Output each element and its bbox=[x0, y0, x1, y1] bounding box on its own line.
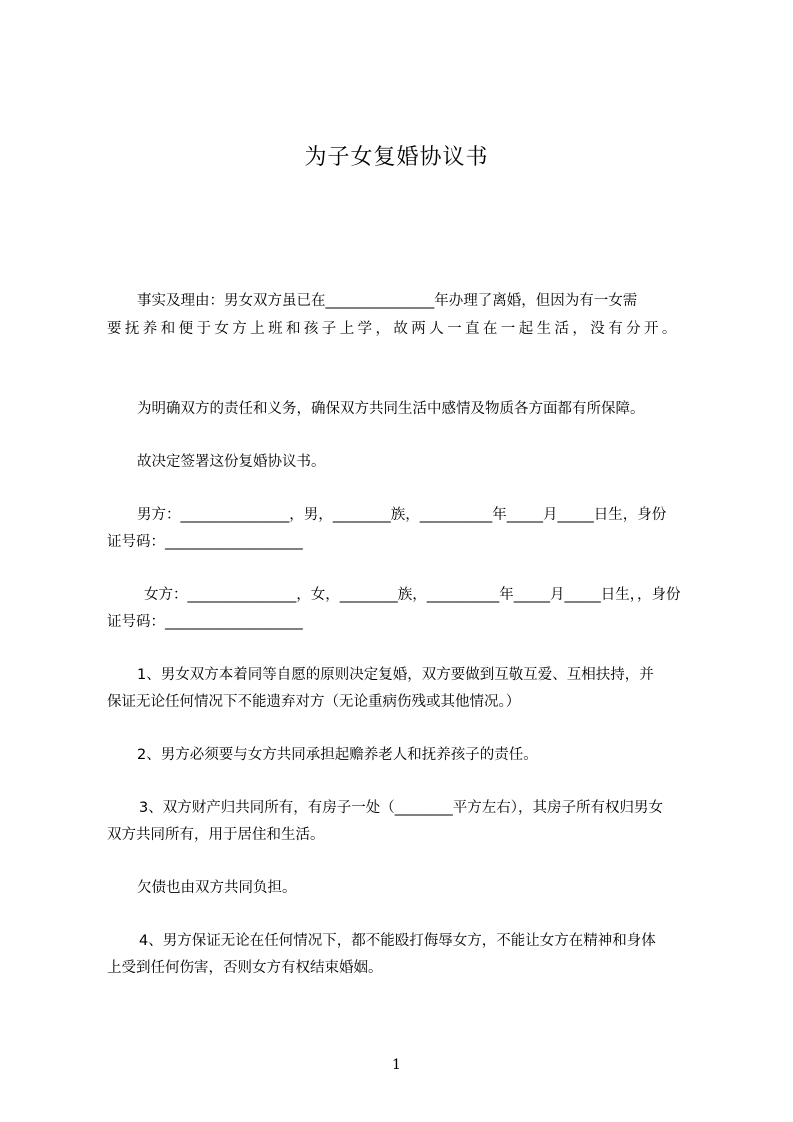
debts-paragraph: 欠债也由双方共同负担。 bbox=[137, 880, 297, 896]
clause-1-line-1: 1、男女双方本着同等自愿的原则决定复婚，双方要做到互敬互爱、互相扶持，并 bbox=[137, 667, 654, 683]
facts-line-1: 事实及理由：男女双方虽已在_______________年办理了离婚，但因为有一女需 bbox=[137, 293, 638, 309]
clause-3-line-1: 3、双方财产归共同所有，有房子一处（________平方左右），其房子所有权归男女 bbox=[139, 800, 663, 816]
page-title: 为子女复婚协议书 bbox=[304, 145, 489, 170]
page-number: 1 bbox=[392, 1057, 401, 1073]
male-party-line-2: 证号码：___________________ bbox=[107, 534, 303, 550]
female-party-line-1: 女方：_______________，女，________族，__________年_____月_____日生，，身份 bbox=[144, 587, 681, 603]
clause-2-paragraph: 2、男方必须要与女方共同承担起赡养老人和抚养孩子的责任。 bbox=[137, 747, 538, 763]
clause-1-line-2: 保证无论任何情况下不能遗弃对方（无论重病伤残或其他情况。） bbox=[107, 694, 521, 710]
purpose-paragraph: 为明确双方的责任和义务，确保双方共同生活中感情及物质各方面都有所保障。 bbox=[137, 401, 645, 417]
female-party-line-2: 证号码：___________________ bbox=[107, 614, 303, 630]
clause-3-line-2: 双方共同所有，用于居住和生活。 bbox=[107, 827, 325, 843]
decision-paragraph: 故决定签署这份复婚协议书。 bbox=[137, 454, 326, 470]
clause-4-line-2: 上受到任何伤害，否则女方有权结束婚姻。 bbox=[107, 960, 383, 976]
facts-line-2: 要抚养和便于女方上班和孩子上学，故两人一直在一起生活，没有分开。 bbox=[107, 321, 680, 337]
clause-4-line-1: 4、男方保证无论在任何情况下，都不能殴打侮辱女方，不能让女方在精神和身体 bbox=[139, 933, 656, 949]
male-party-line-1: 男方：_______________，男，________族，__________年_____月_____日生，身份 bbox=[137, 507, 667, 523]
